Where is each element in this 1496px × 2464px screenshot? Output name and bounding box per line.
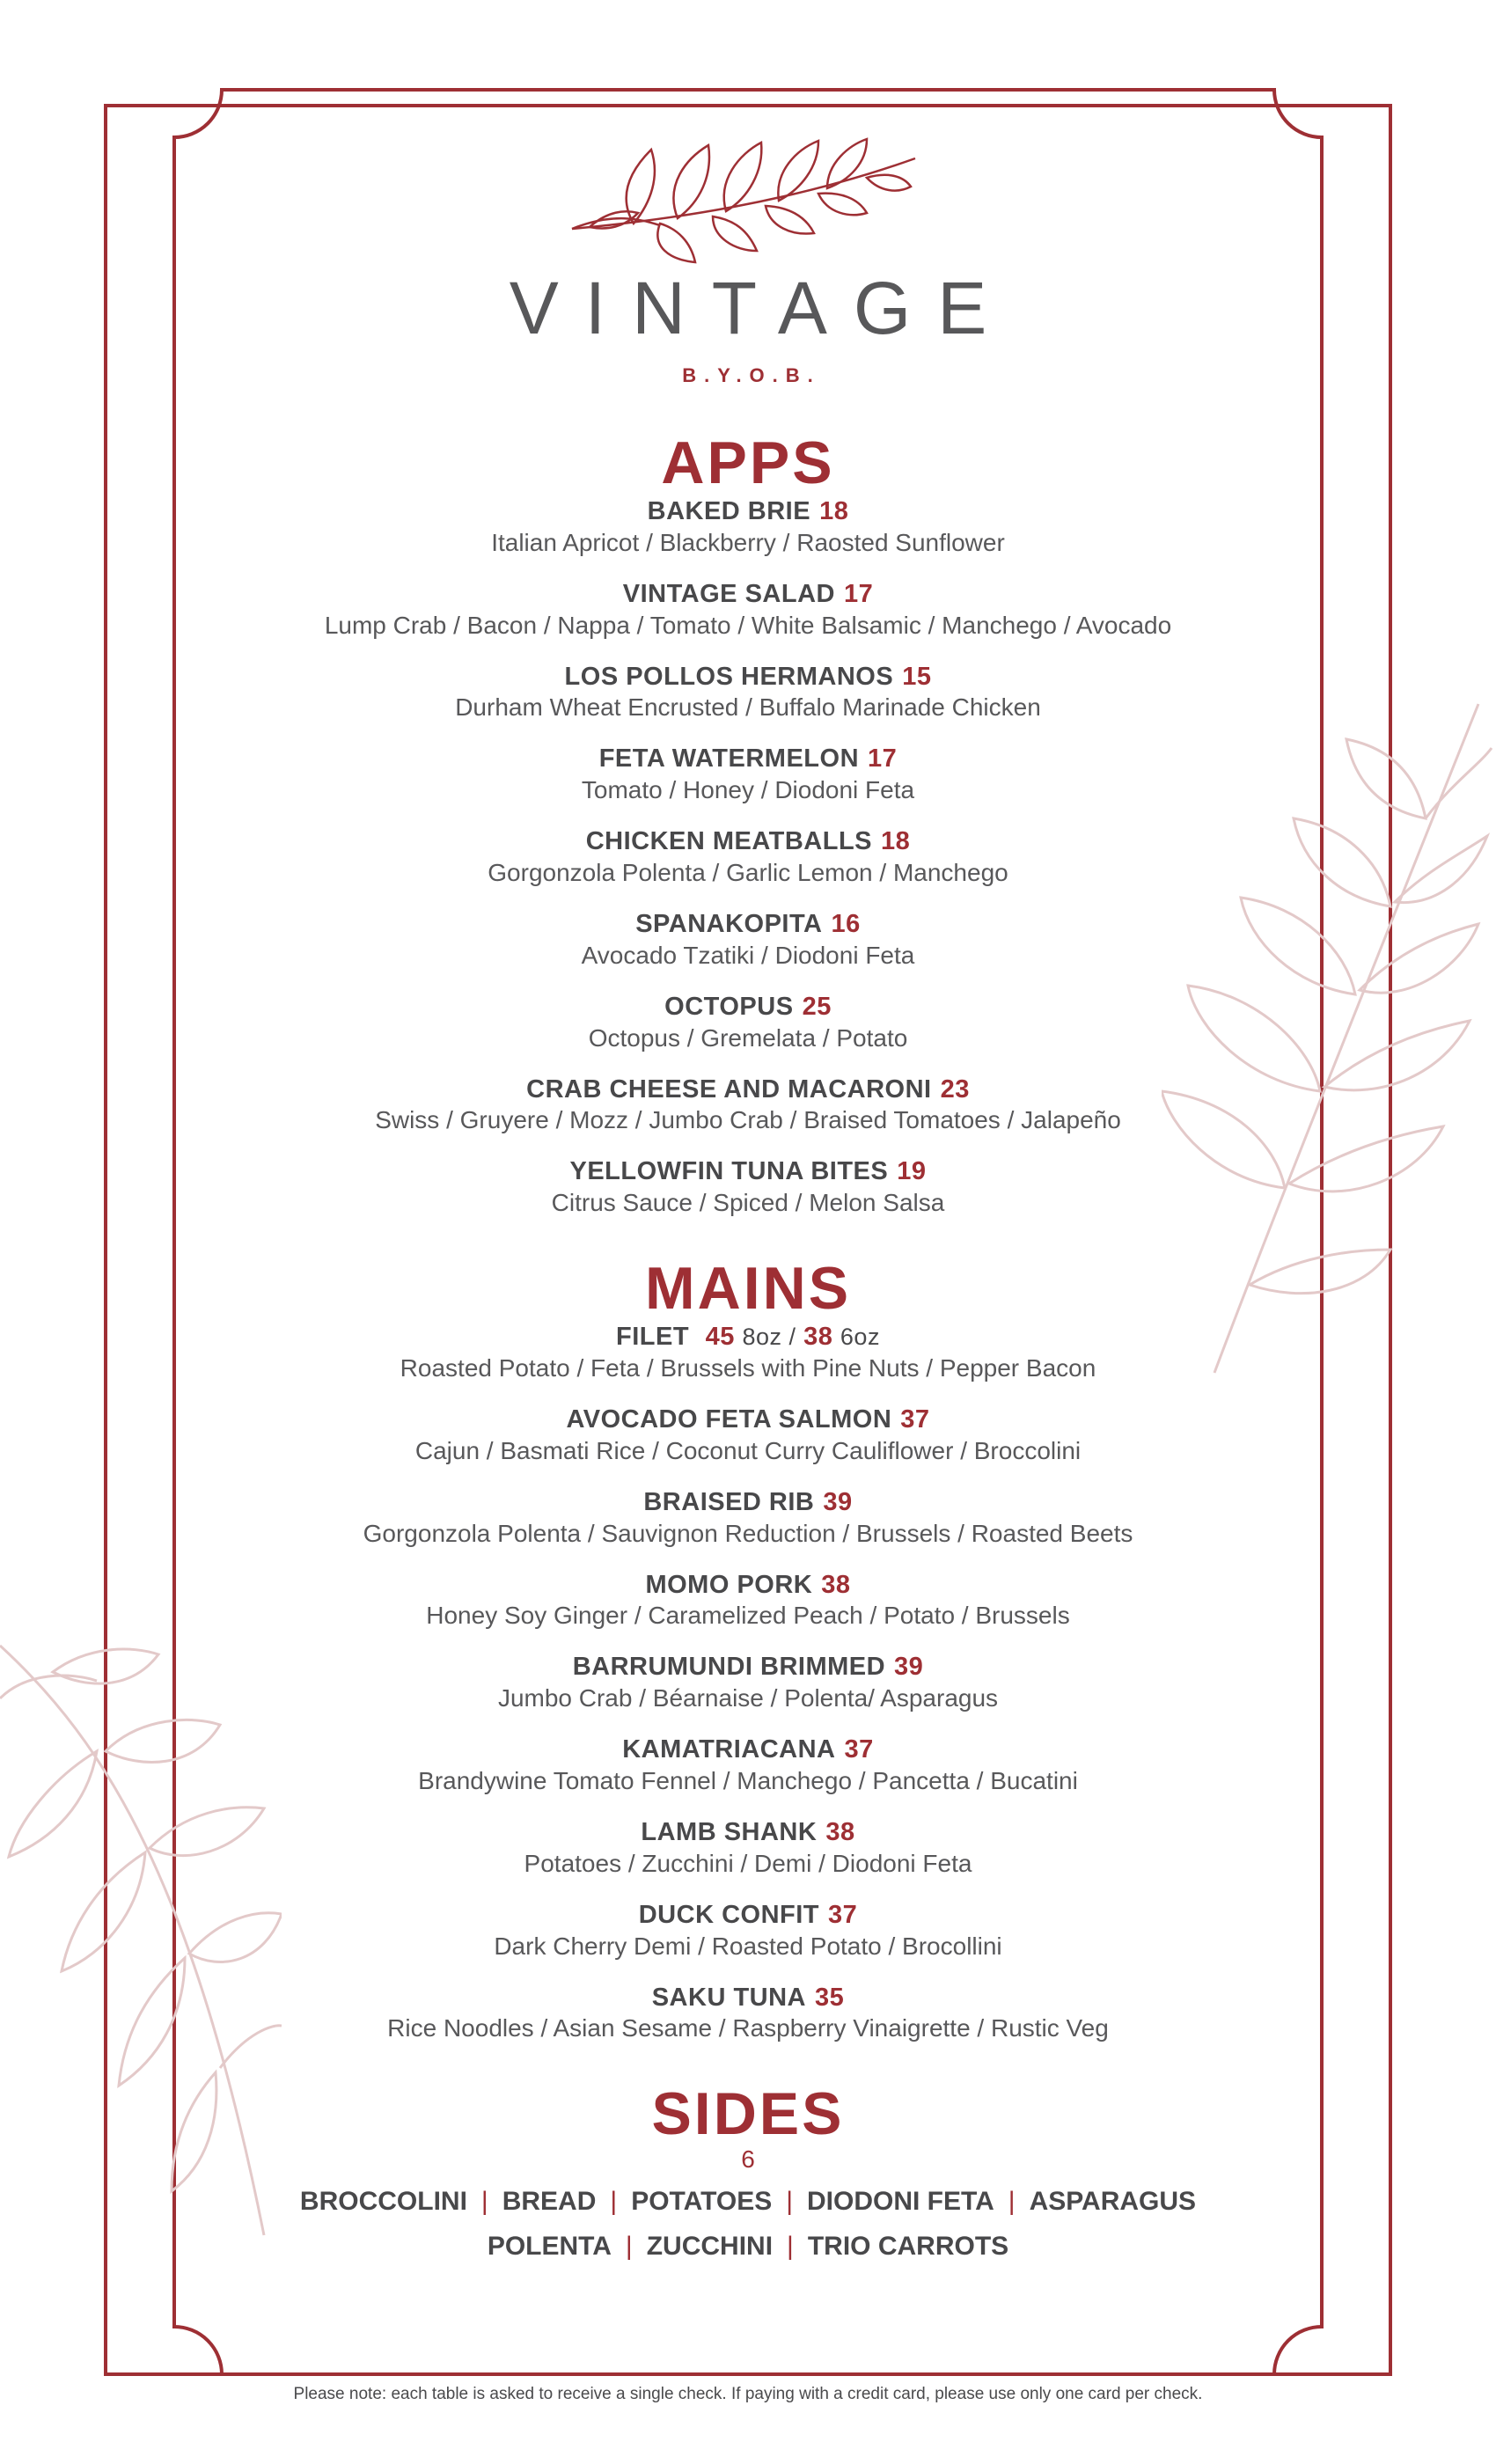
item-name: VINTAGE SALAD: [622, 579, 835, 608]
menu-item: [176, 1817, 1320, 1879]
menu-item-filet: [176, 1322, 1320, 1383]
side-item: ASPARAGUS: [1029, 2187, 1197, 2217]
item-price: 37: [900, 1404, 930, 1434]
item-description: Citrus Sauce / Spiced / Melon Salsa: [551, 1189, 945, 1217]
menu-item: [176, 1652, 1320, 1713]
item-description: Roasted Potato / Feta / Brussels with Pine Nuts / Pepper Bacon: [400, 1353, 1096, 1382]
item-size: 8oz /: [742, 1324, 796, 1351]
divider: |: [610, 2187, 618, 2217]
item-description: Swiss / Gruyere / Mozz / Jumbo Crab / Braised Tomatoes / Jalapeño: [375, 1106, 1121, 1134]
item-description: Avocado Tzatiki / Diodoni Feta: [581, 941, 915, 969]
item-price: 15: [902, 662, 932, 691]
side-item: POTATOES: [631, 2187, 773, 2217]
side-item: BREAD: [502, 2187, 597, 2217]
menu-item: [176, 1734, 1320, 1796]
menu-item: [176, 826, 1320, 888]
item-price: 18: [881, 827, 911, 856]
side-item: ZUCCHINI: [646, 2232, 774, 2262]
item-name: OCTOPUS: [664, 992, 794, 1021]
item-price: 19: [897, 1157, 927, 1186]
side-item: BROCCOLINI: [299, 2187, 467, 2217]
item-price: 18: [819, 497, 849, 525]
side-item: DIODONI FETA: [807, 2187, 994, 2217]
apps-list: [176, 496, 1320, 1218]
item-price: 17: [868, 744, 898, 774]
item-description: Jumbo Crab / Béarnaise / Polenta/ Asparagus: [497, 1684, 999, 1712]
item-description: Gorgonzola Polenta / Garlic Lemon / Manchego: [488, 858, 1008, 886]
sides-row-1: [176, 2179, 1320, 2224]
menu-item: [176, 579, 1320, 641]
apps-section: [176, 429, 1320, 1218]
item-price: 38: [803, 1323, 833, 1352]
apps-title: APPS: [661, 429, 835, 496]
item-description: Italian Apricot / Blackberry / Raosted Sunflower: [491, 528, 1005, 556]
item-price: 16: [831, 909, 861, 938]
item-name: BARRUMUNDI BRIMMED: [572, 1653, 886, 1682]
item-name: SPANAKOPITA: [635, 909, 823, 938]
divider: |: [1008, 2187, 1016, 2217]
item-name: MOMO PORK: [645, 1570, 813, 1599]
leaf-logo-icon: [563, 132, 933, 264]
mains-list: [176, 1404, 1320, 2043]
menu-item: [176, 496, 1320, 558]
item-description: Potatoes / Zucchini / Demi / Diodoni Feta: [524, 1849, 972, 1877]
item-price: 25: [802, 992, 832, 1021]
menu-content: [176, 132, 1320, 2269]
item-description: Cajun / Basmati Rice / Coconut Curry Cauliflower / Broccolini: [414, 1436, 1082, 1464]
item-price: 35: [815, 1983, 845, 2012]
item-name: FETA WATERMELON: [598, 744, 860, 774]
brand-subtitle: B.Y.O.B.: [682, 364, 821, 386]
item-description: Gorgonzola Polenta / Sauvignon Reduction / Brussels / Roasted Beets: [363, 1519, 1133, 1547]
item-price: 23: [940, 1074, 970, 1104]
item-name: LAMB SHANK: [641, 1817, 818, 1846]
item-description: Lump Crab / Bacon / Nappa / Tomato / White Balsamic / Manchego / Avocado: [324, 611, 1172, 639]
menu-item: [176, 1156, 1320, 1218]
sides-title: SIDES: [651, 2080, 845, 2148]
mains-section: [176, 1255, 1320, 2043]
sides-section: [176, 2080, 1320, 2269]
item-description: Dark Cherry Demi / Roasted Potato / Brocollini: [494, 1932, 1002, 1960]
item-name: BAKED BRIE: [647, 497, 811, 525]
item-description: Octopus / Gremelata / Potato: [588, 1023, 908, 1052]
item-name: DUCK CONFIT: [638, 1900, 819, 1929]
divider: |: [625, 2232, 633, 2262]
divider: |: [787, 2232, 794, 2262]
menu-item: [176, 1983, 1320, 2044]
item-name: YELLOWFIN TUNA BITES: [569, 1157, 889, 1186]
menu-item: [176, 992, 1320, 1053]
item-name: LOS POLLOS HERMANOS: [564, 662, 894, 691]
menu-item: [176, 909, 1320, 971]
menu-item: [176, 1570, 1320, 1632]
item-name: SAKU TUNA: [651, 1983, 806, 2012]
menu-item: [176, 662, 1320, 723]
side-item: TRIO CARROTS: [807, 2232, 1009, 2262]
brand-name: VINTAGE: [509, 267, 1014, 349]
side-item: POLENTA: [487, 2232, 612, 2262]
item-name: CRAB CHEESE AND MACARONI: [526, 1074, 932, 1104]
item-description: Brandywine Tomato Fennel / Manchego / Pancetta / Bucatini: [418, 1766, 1078, 1794]
item-price: 37: [828, 1900, 858, 1929]
item-name: CHICKEN MEATBALLS: [585, 827, 873, 856]
item-price: 17: [843, 579, 874, 608]
item-name: KAMATRIACANA: [622, 1735, 836, 1764]
item-description: Tomato / Honey / Diodoni Feta: [581, 776, 915, 804]
item-description: Rice Noodles / Asian Sesame / Raspberry Vinaigrette / Rustic Veg: [387, 2014, 1109, 2042]
menu-item: [176, 744, 1320, 805]
item-name: AVOCADO FETA SALMON: [566, 1404, 892, 1434]
item-name: FILET: [616, 1323, 690, 1352]
menu-item: [176, 1404, 1320, 1466]
item-price: 38: [821, 1570, 851, 1599]
item-price: 39: [894, 1653, 924, 1682]
divider: |: [480, 2187, 488, 2217]
divider: |: [786, 2187, 794, 2217]
item-price: 38: [825, 1817, 855, 1846]
menu-item: [176, 1074, 1320, 1136]
item-price: 37: [844, 1735, 874, 1764]
menu-item: [176, 1487, 1320, 1549]
item-description: Durham Wheat Encrusted / Buffalo Marinade Chicken: [455, 693, 1041, 722]
sides-price: 6: [741, 2145, 755, 2174]
item-name: BRAISED RIB: [643, 1487, 815, 1516]
menu-item: [176, 1900, 1320, 1962]
sides-row-2: [176, 2224, 1320, 2269]
item-size: 6oz: [840, 1324, 880, 1351]
item-price: 39: [823, 1487, 853, 1516]
item-description: Honey Soy Ginger / Caramelized Peach / Potato / Brussels: [426, 1602, 1070, 1630]
item-price: 45: [705, 1323, 735, 1352]
mains-title: MAINS: [644, 1255, 852, 1323]
check-policy-note: Please note: each table is asked to receive a single check. If paying with a credit card, please use only one card per check.: [293, 2385, 1203, 2403]
